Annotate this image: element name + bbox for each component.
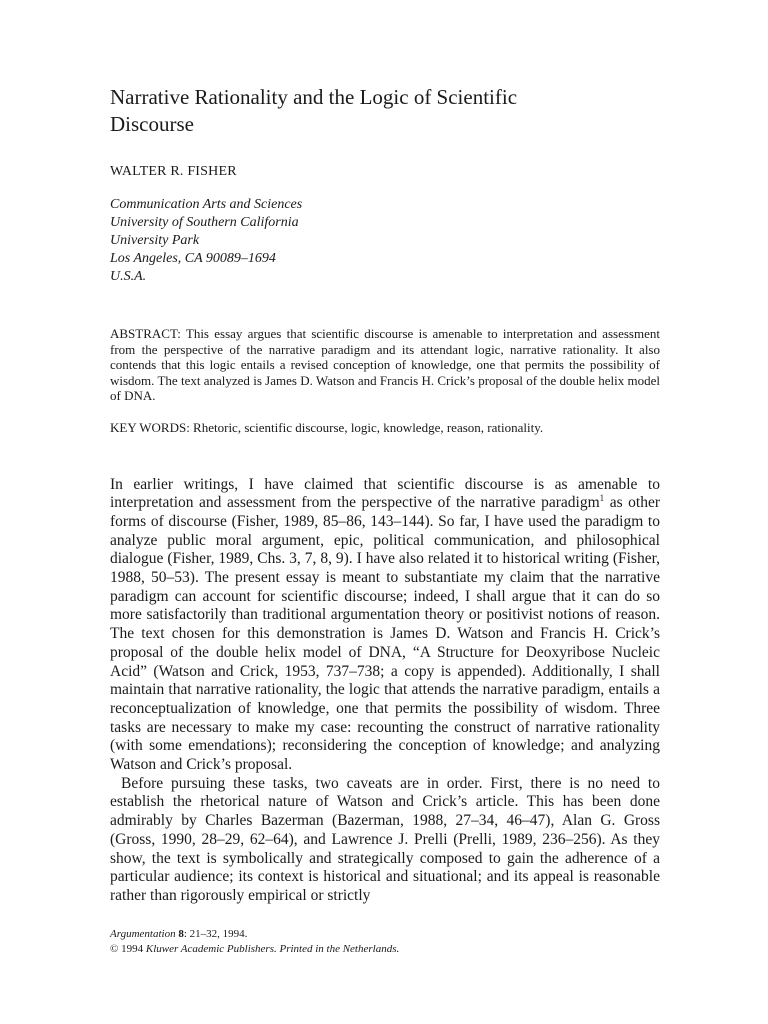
copyright-line [110,942,670,957]
article-page [110,84,660,906]
journal-name: Argumentation [110,928,176,940]
affiliation-line: U.S.A. [110,269,147,284]
journal-citation [110,927,670,942]
paragraph: Before pursuing these tasks, two caveats are in order. First, there is no need to establish the rhetorical nature of Watson and Crick’s article. This has been done admirably by Charles Bazerman (Bazerman, 1988, 27–34, 46–47), Alan G. Gross (Gross, 1990, 28–29, 62–64), and Lawrence J. Prelli (Prelli, 1989, 236–256). As they show, the text is symbolically and strategically composed to gain the adherence of a particular audience; its context is historical and situational; and its appeal is reasonable rather than rigorously empirical or strictly [110,774,660,904]
journal-volume: 8 [178,928,184,940]
paragraph-text: In earlier writings, I have claimed that scientific discourse is as amenable to interpretation and assessment from the perspective of the narrative paradigm [110,475,660,512]
affiliation-line: Communication Arts and Sciences [110,197,303,212]
affiliation-line: University of Southern California [110,215,299,230]
paragraph [110,476,660,775]
body-text [110,476,660,906]
keywords: KEY WORDS: Rhetoric, scientific discourse, logic, knowledge, reason, rationality. [110,419,544,435]
affiliation-line: University Park [110,233,200,248]
author-affiliation [110,196,660,286]
publisher-name: Kluwer Academic Publishers. Printed in the Netherlands. [145,943,400,955]
affiliation-line: Los Angeles, CA 90089–1694 [110,251,276,266]
journal-pages: : 21–32, 1994. [183,928,248,940]
paragraph-text: as other forms of discourse (Fisher, 1989, 85–86, 143–144). So far, I have used the paradigm to analyze public moral argument, epic, political communication, and philosophical dialogue (Fisher, 1989, Chs. 3, 7, 8, 9). I have also related it to historical writing (Fisher, 1988, 50–53). The present essay is meant to substantiate my claim that the narrative paradigm can account for scientific discourse; indeed, I shall argue that it can do so more satisfactorily than traditional argumentation theory or positivist notions of reason. The text chosen for this demonstration is James D. Watson and Francis H. Crick’s proposal of the double helix model of DNA, “A Structure for Deoxyribose Nucleic Acid” (Watson and Crick, 1953, 737–738; a copy is appended). Additionally, I shall maintain that narrative rationality, the logic that attends the narrative paradigm, entails a reconceptualization of knowledge, one that permits the possibility of wisdom. Three tasks are necessary to make my case: recounting the construct of narrative rationality (with some emendations); reconsidering the conception of knowledge; and analyzing Watson and Crick’s proposal. [110,494,660,774]
copyright-year: © 1994 [110,943,146,955]
article-title: Narrative Rationality and the Logic of Scientific Discourse [110,85,518,136]
abstract: ABSTRACT: This essay argues that scientific discourse is amenable to interpretation and assessment from the perspective of the narrative paradigm and its attendant logic, narrative rationality. It also contends that this logic entails a revised conception of knowledge, one that permits the possibility of wisdom. The text analyzed is James D. Watson and Francis H. Crick’s proposal of the double helix model of DNA. [110,326,660,403]
footnote-marker[interactable]: 1 [599,493,605,504]
author-name: WALTER R. FISHER [110,164,237,179]
page-footer [110,927,670,957]
